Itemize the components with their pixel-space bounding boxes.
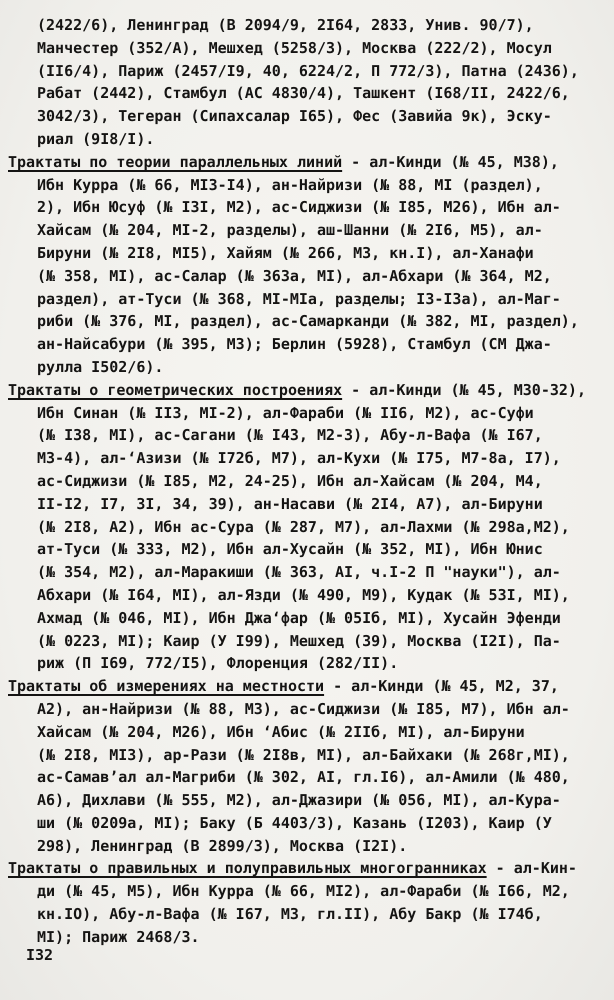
entry-title-suffix: - ал-Кинди (№ 45, М2, 37, [324,677,559,696]
text-line: (№ I38, МI), ас-Сагани (№ I43, М2-3), Абу-л-Вафа (№ I67, [37,426,543,445]
entry-title-suffix: - ал-Кин- [486,859,577,878]
text-line: ас-Самав’ал ал-Магриби (№ 302, АI, гл.I6), ал-Амили (№ 480, [37,768,570,787]
entry-title-suffix: - ал-Кинди (№ 45, М38), [342,152,559,171]
text-line: Ахмад (№ 046, МI), Ибн Джа‘фар (№ 05Iб, МI), Хусайн Эфенди [37,608,561,627]
entry-block [8,379,610,675]
entry-block [8,857,610,948]
text-line: Манчестер (352/А), Мешхед (5258/3), Москва (222/2), Мосул [37,38,552,57]
text-line: ас-Сиджизи (№ I85, М2, 24-25), Ибн ал-Хайсам (№ 204, М4, [37,471,543,490]
entry-title: Трактаты об измерениях на местности [8,677,325,696]
text-line: риби (№ 376, МI, раздел), ас-Самарканди (№ 382, МI, раздел), [37,312,579,331]
text-line: (№ 2I8, МI3), ар-Рази (№ 2I8в, МI), ал-Байхаки (№ 268г,МI), [37,745,570,764]
entry-title: Трактаты о геометрических построениях [8,380,343,399]
entry-block [8,675,610,857]
text-line: Ибн Курра (№ 66, МI3-I4), ан-Найризи (№ 88, МI (раздел), [37,175,543,194]
text-line: (2422/6), Ленинград (В 2094/9, 2I64, 2833, Унив. 90/7), [37,16,534,34]
text-line: (№ 2I8, А2), Ибн ас-Сура (№ 287, М7), ал-Лахми (№ 298а,М2), [37,517,570,536]
text-line: ат-Туси (№ 333, М2), Ибн ал-Хусайн (№ 352, МI), Ибн Юнис [37,540,543,559]
text-line: Ибн Синан (№ II3, МI-2), ал-Фараби (№ II6, М2), ас-Суфи [37,403,534,422]
text-line: 298), Ленинград (В 2899/3), Москва (I2I). [37,836,408,855]
entry-title: Трактаты по теории параллельных линий [8,152,343,171]
entry-heading-line [8,151,610,174]
entry-block [8,151,610,379]
text-line: А2), ан-Найризи (№ 88, М3), ас-Сиджизи (№ I85, М7), Ибн ал- [37,699,570,718]
text-line: (№ 358, МI), ас-Салар (№ 363а, МI), ал-Абхари (№ 364, М2, [37,266,552,285]
text-line: 2), Ибн Юсуф (№ I3I, М2), ас-Сиджизи (№ I85, М26), Ибн ал- [37,198,561,217]
text-line: раздел), ат-Туси (№ 368, МI-МIа, разделы; I3-I3а), ал-Маг- [37,289,561,308]
text-line: Бируни (№ 2I8, МI5), Хайям (№ 266, М3, кн.I), ал-Ханафи [37,243,534,262]
page-number: I32 [26,946,54,964]
text-line: А6), Дихлави (№ 555, М2), ал-Джазири (№ 056, МI), ал-Кура- [37,791,561,810]
entry-title-suffix: - ал-Кинди (№ 45, М30-32), [342,380,586,399]
text-line: рулла I502/6). [37,357,164,376]
text-line: ди (№ 45, М5), Ибн Курра (№ 66, МI2), ал-Фараби (№ I66, М2, [37,882,570,901]
text-line: ши (№ 0209а, МI); Баку (Б 4403/3), Казань (I203), Каир (У [37,813,552,832]
text-line: Хайсам (№ 204, МI-2, разделы), аш-Шанни (№ 2I6, М5), ал- [37,221,543,240]
text-line: риал (9I8/I). [37,129,155,148]
entry-heading-line [8,379,610,402]
text-line: М3-4), ал-‘Азизи (№ I72б, М7), ал-Кухи (№ I75, М7-8а, I7), [37,449,561,468]
text-line: II-I2, I7, 3I, 34, 39), ан-Насави (№ 2I4, А7), ал-Бируни [37,494,543,513]
text-line: Хайсам (№ 204, М26), Ибн ‘Абис (№ 2IIб, МI), ал-Бируни [37,722,525,741]
entry-heading-line [8,675,610,698]
document-text [8,14,610,949]
text-line: ан-Найсабури (№ 395, М3); Берлин (5928), Стамбул (СМ Джа- [37,335,552,354]
text-line: (№ 354, М2), ал-Маракиши (№ 363, АI, ч.I-2 П "науки"), ал- [37,563,561,582]
text-line: Рабат (2442), Стамбул (АС 4830/4), Ташкент (I68/II, 2422/6, [37,84,570,103]
entry-heading-line [8,857,610,880]
text-line: риж (П I69, 772/I5), Флоренция (282/II). [37,654,399,673]
text-line: (№ 0223, МI); Каир (У I99), Мешхед (39), Москва (I2I), Па- [37,631,561,650]
text-line: (II6/4), Париж (2457/I9, 40, 6224/2, П 772/3), Патна (2436), [37,61,579,80]
text-line: Абхари (№ I64, МI), ал-Язди (№ 490, М9), Кудак (№ 53I, МI), [37,585,570,604]
text-line: кн.IO), Абу-л-Вафа (№ I67, М3, гл.II), Абу Бакр (№ I74б, [37,905,543,924]
entry-title: Трактаты о правильных и полуправильных многогранниках [8,859,487,878]
continuation-block [8,14,610,151]
text-line: МI); Париж 2468/3. [37,927,200,946]
text-line: 3042/3), Тегеран (Сипахсалар I65), Фес (Завийа 9к), Эску- [37,107,552,126]
